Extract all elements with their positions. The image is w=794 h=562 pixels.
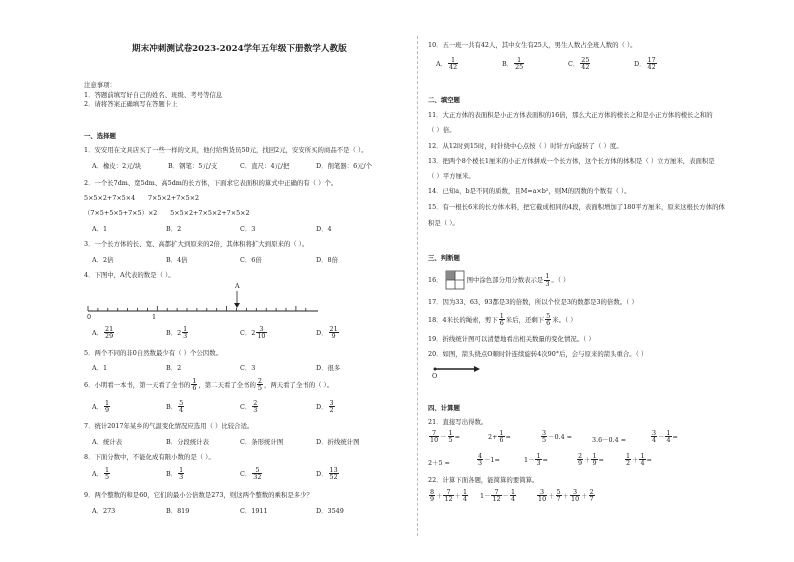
rotation-arrow-figure xyxy=(432,364,482,374)
option-b: B． $\frac{1}{3}$ xyxy=(166,466,184,482)
fraction: $\frac{1}{42}$ xyxy=(449,56,458,72)
shaded-part xyxy=(446,271,455,280)
fraction: $\frac{3}{10}$ xyxy=(257,325,266,341)
option-c: C．3 xyxy=(240,364,256,372)
fraction: $\frac{17}{42}$ xyxy=(647,56,656,72)
calc-item: $\frac{2}{9}$ ＋ $\frac{1}{9}$ = xyxy=(578,452,604,468)
question-15: 15．有一根长6米的长方体木料，把它截成相同的4段，表面积增加了180平方厘米，原来这根长方体的体 xyxy=(428,203,725,211)
label-a: A xyxy=(235,282,240,290)
fraction: $\frac{1}{9}$ xyxy=(105,399,110,415)
fraction: $\frac{3}{2}$ xyxy=(329,399,334,415)
shaded-square-figure xyxy=(445,270,465,290)
question-15-cont: 积是（ ）。 xyxy=(428,219,459,227)
option-b: B． $\frac{5}{4}$ xyxy=(166,399,184,415)
question-13: 13．把两个8个棱长1厘米的小正方体拼成一个长方体，这个长方体的体积是（ ）立方厘米，表面积是 xyxy=(428,157,715,165)
fraction: $\frac{13}{52}$ xyxy=(329,466,338,482)
question-1: 1．安安用在文具店买了一些一样的文具，他付给售货员50元，找回2元，安安所买的商品不是（ ）。 xyxy=(84,146,368,154)
option-d: D．折线统计图 xyxy=(316,438,360,446)
option-a: A．统计表 xyxy=(92,438,123,446)
question-7: 7．统计2017年某乡的气温变化情况应选用（ ）比较合适。 xyxy=(84,422,254,430)
label-zero: 0 xyxy=(87,313,92,321)
calc-item: $\frac{3}{5}$ －0.4 = xyxy=(542,429,573,445)
section-title: 四、计算题 xyxy=(428,404,460,412)
option-d: D． $\frac{13}{52}$ xyxy=(316,466,338,482)
question-17: 17．因为33、63、93都是3的倍数，所以个位是3的数都是3的倍数。（ ） xyxy=(428,298,638,306)
option-a: A．橡皮：2元/块 xyxy=(92,162,142,170)
arrow-head-icon xyxy=(234,303,240,308)
option-a: A．1 xyxy=(92,225,108,233)
option-c: C．直尺：4元/把 xyxy=(240,162,290,170)
fraction: $\frac{2}{3}$ xyxy=(253,399,258,415)
fraction: $\frac{1}{5}$ xyxy=(105,466,110,482)
fraction: $\frac{25}{42}$ xyxy=(581,56,590,72)
fraction: $\frac{21}{29}$ xyxy=(105,325,114,341)
calc-item: $\frac{3}{4}$ － $\frac{1}{4}$ = xyxy=(652,429,678,445)
calc-item: 2＋5 = xyxy=(428,459,450,467)
option-b: B．分段统计表 xyxy=(166,438,210,446)
fraction: $\frac{1}{6}$ xyxy=(499,312,504,328)
calc-item: $\frac{8}{9}$ ＋ $\frac{7}{12}$ ＋ $\frac{1}{4}$ xyxy=(430,488,468,504)
calc-item: 3.6－0.4 = xyxy=(592,436,627,444)
fraction: $\frac{5}{6}$ xyxy=(546,312,551,328)
label-o: O xyxy=(432,372,438,380)
option-a: A．2倍 xyxy=(92,256,114,264)
option-d: D． $\frac{3}{2}$ xyxy=(316,399,334,415)
question-8: 8．下面分数中，不能化成有限小数的是（ ）。 xyxy=(84,453,215,461)
question-19: 19．折线统计图可以清楚地看出相关数量的变化情况。（ ） xyxy=(428,335,595,343)
option-c: C．条形统计图 xyxy=(240,438,284,446)
question-6: 6．小明看一本书，第一天看了全书的 $\frac{1}{6}$ ，第二天看了全书的 $\frac{2}{5}$ ，两天看了全书的（ ）。 xyxy=(84,377,334,393)
q2-expressions: （7×5+5×5+7×5）×2 5×5×2+7×5×2+7×5×2 xyxy=(84,209,250,217)
section-title: 二、填空题 xyxy=(428,96,460,104)
fraction: $\frac{21}{9}$ xyxy=(329,325,338,341)
column-divider xyxy=(417,36,418,536)
calc-item: 2+ $\frac{1}{6}$ = xyxy=(488,429,511,445)
option-c: C． $\frac{25}{42}$ xyxy=(568,56,590,72)
option-d: D． $\frac{21}{9}$ xyxy=(316,325,338,341)
option-d: D． $\frac{17}{42}$ xyxy=(634,56,656,72)
option-b: B．钢笔：5元/支 xyxy=(168,162,218,170)
fraction: $\frac{1}{3}$ xyxy=(183,325,188,341)
option-b: B．2 xyxy=(166,225,182,233)
option-a: A． $\frac{1}{5}$ xyxy=(92,466,110,482)
fraction: $\frac{1}{3}$ xyxy=(545,272,550,288)
q2-expressions: 5×5×2+7×5×4 7×5×2+7×5×2 xyxy=(84,194,200,202)
fraction: $\frac{1}{25}$ xyxy=(515,56,524,72)
question-4: 4．下图中，A代表的数是（ ）。 xyxy=(84,271,175,279)
fraction: $\frac{5}{32}$ xyxy=(253,466,262,482)
question-14: 14．已知a，b是不同的质数，且M=a×b²，则M的因数的个数有（ ）。 xyxy=(428,187,631,195)
option-b: B． $\frac{1}{25}$ xyxy=(502,56,524,72)
fraction: $\frac{1}{3}$ xyxy=(179,466,184,482)
notice-item: 2．请将答案正确填写在答题卡上 xyxy=(84,100,178,108)
option-d: D．8倍 xyxy=(316,256,338,264)
option-b: B．2 xyxy=(166,364,182,372)
option-d: D．削笔器：6元/个 xyxy=(316,162,373,170)
option-a: A．1 xyxy=(92,364,108,372)
calc-item: $\frac{3}{10}$ ＋ $\frac{5}{7}$ ＋ $\frac{3}{10}$ ＋ $\frac{2}{7}$ xyxy=(538,488,594,504)
question-13-cont: （ ）平方厘米。 xyxy=(428,172,475,180)
option-a: A．273 xyxy=(92,507,116,515)
question-5: 5．两个不同的非0自然数最少有（ ）个公因数。 xyxy=(84,349,222,357)
section-title: 三、判断题 xyxy=(428,254,460,262)
question-11-cont: （ ）倍。 xyxy=(428,126,456,134)
fraction: $\frac{1}{6}$ xyxy=(192,377,197,393)
question-21: 21．直接写出得数。 xyxy=(428,418,488,426)
option-c: C．1911 xyxy=(240,507,268,515)
question-11: 11．大正方体的表面积是小正方体表面积的16倍，那么大正方体的棱长之和是小正方体的棱长之和的 xyxy=(428,111,713,119)
question-3: 3．一个长方体的长、宽、高都扩大到原来的2倍，其体积将扩大到原来的（ ）。 xyxy=(84,240,309,248)
calc-item: $\frac{1}{2}$ ＋ $\frac{1}{4}$ = xyxy=(626,452,652,468)
question-10: 10．五一班一共有42人，其中女生有25人，男生人数占全班人数的（ ）。 xyxy=(428,41,637,49)
question-2: 2．一个长7dm、宽5dm、高5dm的长方体，下面求它表面积的算式中正确的有（ ）个。 xyxy=(84,179,338,187)
page-title: 期末冲刺测试卷2023-2024学年五年级下册数学人教版 xyxy=(132,44,347,54)
option-a: A． $\frac{1}{9}$ xyxy=(92,399,110,415)
fraction: $\frac{5}{4}$ xyxy=(179,399,184,415)
question-20: 20．如图，箭头绕点O顺时针连续旋转4次90°后，会与原来的箭头重合。（ ） xyxy=(428,350,648,358)
option-c: C．2 $\frac{3}{10}$ xyxy=(240,325,266,341)
calc-item: $\frac{7}{10}$ － $\frac{1}{5}$ = xyxy=(430,429,460,445)
number-line-figure xyxy=(84,281,324,321)
question-22: 22．计算下面各题，能简算的要简算。 xyxy=(428,476,539,484)
calc-item: 1－ $\frac{1}{3}$ = xyxy=(524,452,548,468)
question-9: 9．两个整数的和是60，它们的最小公倍数是273，则这两个整数的乘积是多少？ xyxy=(84,491,313,499)
option-c: C． $\frac{5}{32}$ xyxy=(240,466,262,482)
calc-item: 1－ $\frac{7}{12}$ － $\frac{1}{4}$ xyxy=(480,488,516,504)
option-a: A． $\frac{21}{29}$ xyxy=(92,325,114,341)
fraction: $\frac{2}{5}$ xyxy=(257,377,262,393)
calc-item: $\frac{4}{3}$ －1= xyxy=(478,452,500,468)
option-c: C．3 xyxy=(240,225,256,233)
label-one: 1 xyxy=(152,313,157,321)
question-18: 18．4米长的绳索，剪下 $\frac{1}{6}$ 米后，还剩下 $\frac{5}{6}$ 米。（ ） xyxy=(428,312,577,328)
option-a: A． $\frac{1}{42}$ xyxy=(436,56,458,72)
question-16: 16． 图中涂色部分用分数表示是 $\frac{1}{3}$ 。（ ） xyxy=(428,270,569,290)
option-d: D．3549 xyxy=(316,507,344,515)
arrow-head-icon xyxy=(474,366,480,372)
option-c: C．6倍 xyxy=(240,256,262,264)
notice-item: 1．答题前填写好自己的姓名、班级、考号等信息 xyxy=(84,91,223,99)
option-d: D．很多 xyxy=(316,364,341,372)
option-b: B．819 xyxy=(166,507,190,515)
option-b: B．4倍 xyxy=(166,256,188,264)
option-c: C． $\frac{2}{3}$ xyxy=(240,399,258,415)
option-d: D．4 xyxy=(316,225,332,233)
section-title: 一、选择题 xyxy=(84,132,116,140)
option-b: B．2 $\frac{1}{3}$ xyxy=(166,325,188,341)
notice-heading: 注意事项： xyxy=(84,81,116,89)
question-12: 12．从12时到15时，时针绕中心点按（ ）时针方向旋转了（ ）度。 xyxy=(428,142,623,150)
